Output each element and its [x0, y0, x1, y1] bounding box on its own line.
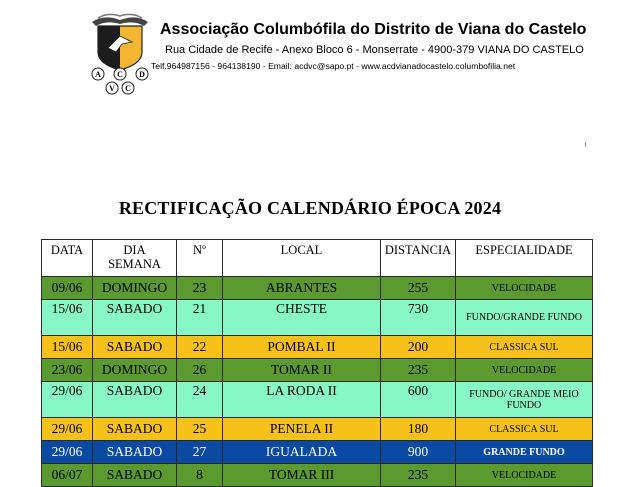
table-row: [42, 382, 593, 418]
cell-especialidade: CLASSICA SUL: [456, 418, 593, 441]
association-contacts: Telf.964987156 - 964138190 - Email: acdvc@sapo.pt - www.acdvianadocastelo.columbofilia.net: [151, 61, 516, 71]
cell-especialidade: FUNDO/ GRANDE MEIO FUNDO: [456, 382, 593, 418]
cell-distancia: 180: [381, 418, 456, 441]
cell-data: 09/06: [42, 277, 93, 300]
letterhead: [0, 0, 620, 110]
cell-numero: 21: [177, 300, 223, 336]
cell-numero: 27: [177, 441, 223, 464]
table-row: [42, 359, 593, 382]
header-semana-line: SEMANA: [108, 257, 161, 271]
cell-data: 29/06: [42, 418, 93, 441]
logo-letter-a: A: [95, 70, 101, 79]
table-row: [42, 300, 593, 336]
logo-letter-c: C: [117, 70, 123, 79]
cell-numero: 22: [177, 336, 223, 359]
cell-distancia: 730: [381, 300, 456, 336]
cell-especialidade: VELOCIDADE: [456, 464, 593, 487]
cell-numero: 23: [177, 277, 223, 300]
cell-distancia: 255: [381, 277, 456, 300]
table-row: [42, 418, 593, 441]
cell-distancia: 235: [381, 359, 456, 382]
association-address: Rua Cidade de Recife - Anexo Bloco 6 - Monserrate - 4900-379 VIANA DO CASTELO: [165, 44, 584, 56]
cell-distancia: 235: [381, 464, 456, 487]
header-especialidade: ESPECIALIDADE: [456, 240, 593, 277]
calendar-table: [41, 239, 593, 487]
cell-local: TOMAR III: [223, 464, 381, 487]
header-dia-semana: [93, 240, 177, 277]
cell-data: 06/07: [42, 464, 93, 487]
cell-especialidade: CLASSICA SUL: [456, 336, 593, 359]
document-title: RECTIFICAÇÃO CALENDÁRIO ÉPOCA 2024: [118, 198, 502, 218]
cell-local: PENELA II: [223, 418, 381, 441]
cell-local: CHESTE: [223, 300, 381, 336]
logo-letter-c2: C: [125, 84, 131, 93]
table-row: [42, 336, 593, 359]
header-dia-line: DIA: [123, 243, 146, 257]
cell-numero: 8: [177, 464, 223, 487]
cell-numero: 25: [177, 418, 223, 441]
association-name: Associação Columbófila do Distrito de Viana do Castelo: [160, 21, 587, 38]
header-data: DATA: [42, 240, 93, 277]
header-distancia: DISTANCIA: [381, 240, 456, 277]
cell-numero: 24: [177, 382, 223, 418]
table-row: [42, 441, 593, 464]
table-header-row: [42, 240, 593, 277]
cell-data: 29/06: [42, 382, 93, 418]
cell-data: 23/06: [42, 359, 93, 382]
cell-local: TOMAR II: [223, 359, 381, 382]
cell-dia: DOMINGO: [93, 277, 177, 300]
cell-dia: SABADO: [93, 418, 177, 441]
logo-letter-d: D: [139, 70, 145, 79]
cell-dia: SABADO: [93, 300, 177, 336]
cell-especialidade: FUNDO/GRANDE FUNDO: [456, 300, 593, 336]
cell-local: POMBAL II: [223, 336, 381, 359]
association-logo: [88, 12, 152, 100]
cell-dia: DOMINGO: [93, 359, 177, 382]
cell-dia: SABADO: [93, 441, 177, 464]
cell-especialidade: VELOCIDADE: [456, 359, 593, 382]
logo-letter-v: V: [109, 84, 115, 93]
cell-dia: SABADO: [93, 336, 177, 359]
cell-local: IGUALADA: [223, 441, 381, 464]
cell-local: ABRANTES: [223, 277, 381, 300]
cell-especialidade: VELOCIDADE: [456, 277, 593, 300]
cell-distancia: 600: [381, 382, 456, 418]
cell-distancia: 200: [381, 336, 456, 359]
cell-dia: SABADO: [93, 464, 177, 487]
cell-data: 15/06: [42, 336, 93, 359]
table-row: [42, 277, 593, 300]
cell-local: LA RODA II: [223, 382, 381, 418]
table-row: [42, 464, 593, 487]
cell-distancia: 900: [381, 441, 456, 464]
cell-especialidade: GRANDE FUNDO: [456, 441, 593, 464]
cell-data: 29/06: [42, 441, 93, 464]
cell-dia: SABADO: [93, 382, 177, 418]
header-numero: Nº: [177, 240, 223, 277]
divider-mark: [585, 142, 586, 147]
header-local: LOCAL: [223, 240, 381, 277]
cell-data: 15/06: [42, 300, 93, 336]
cell-numero: 26: [177, 359, 223, 382]
